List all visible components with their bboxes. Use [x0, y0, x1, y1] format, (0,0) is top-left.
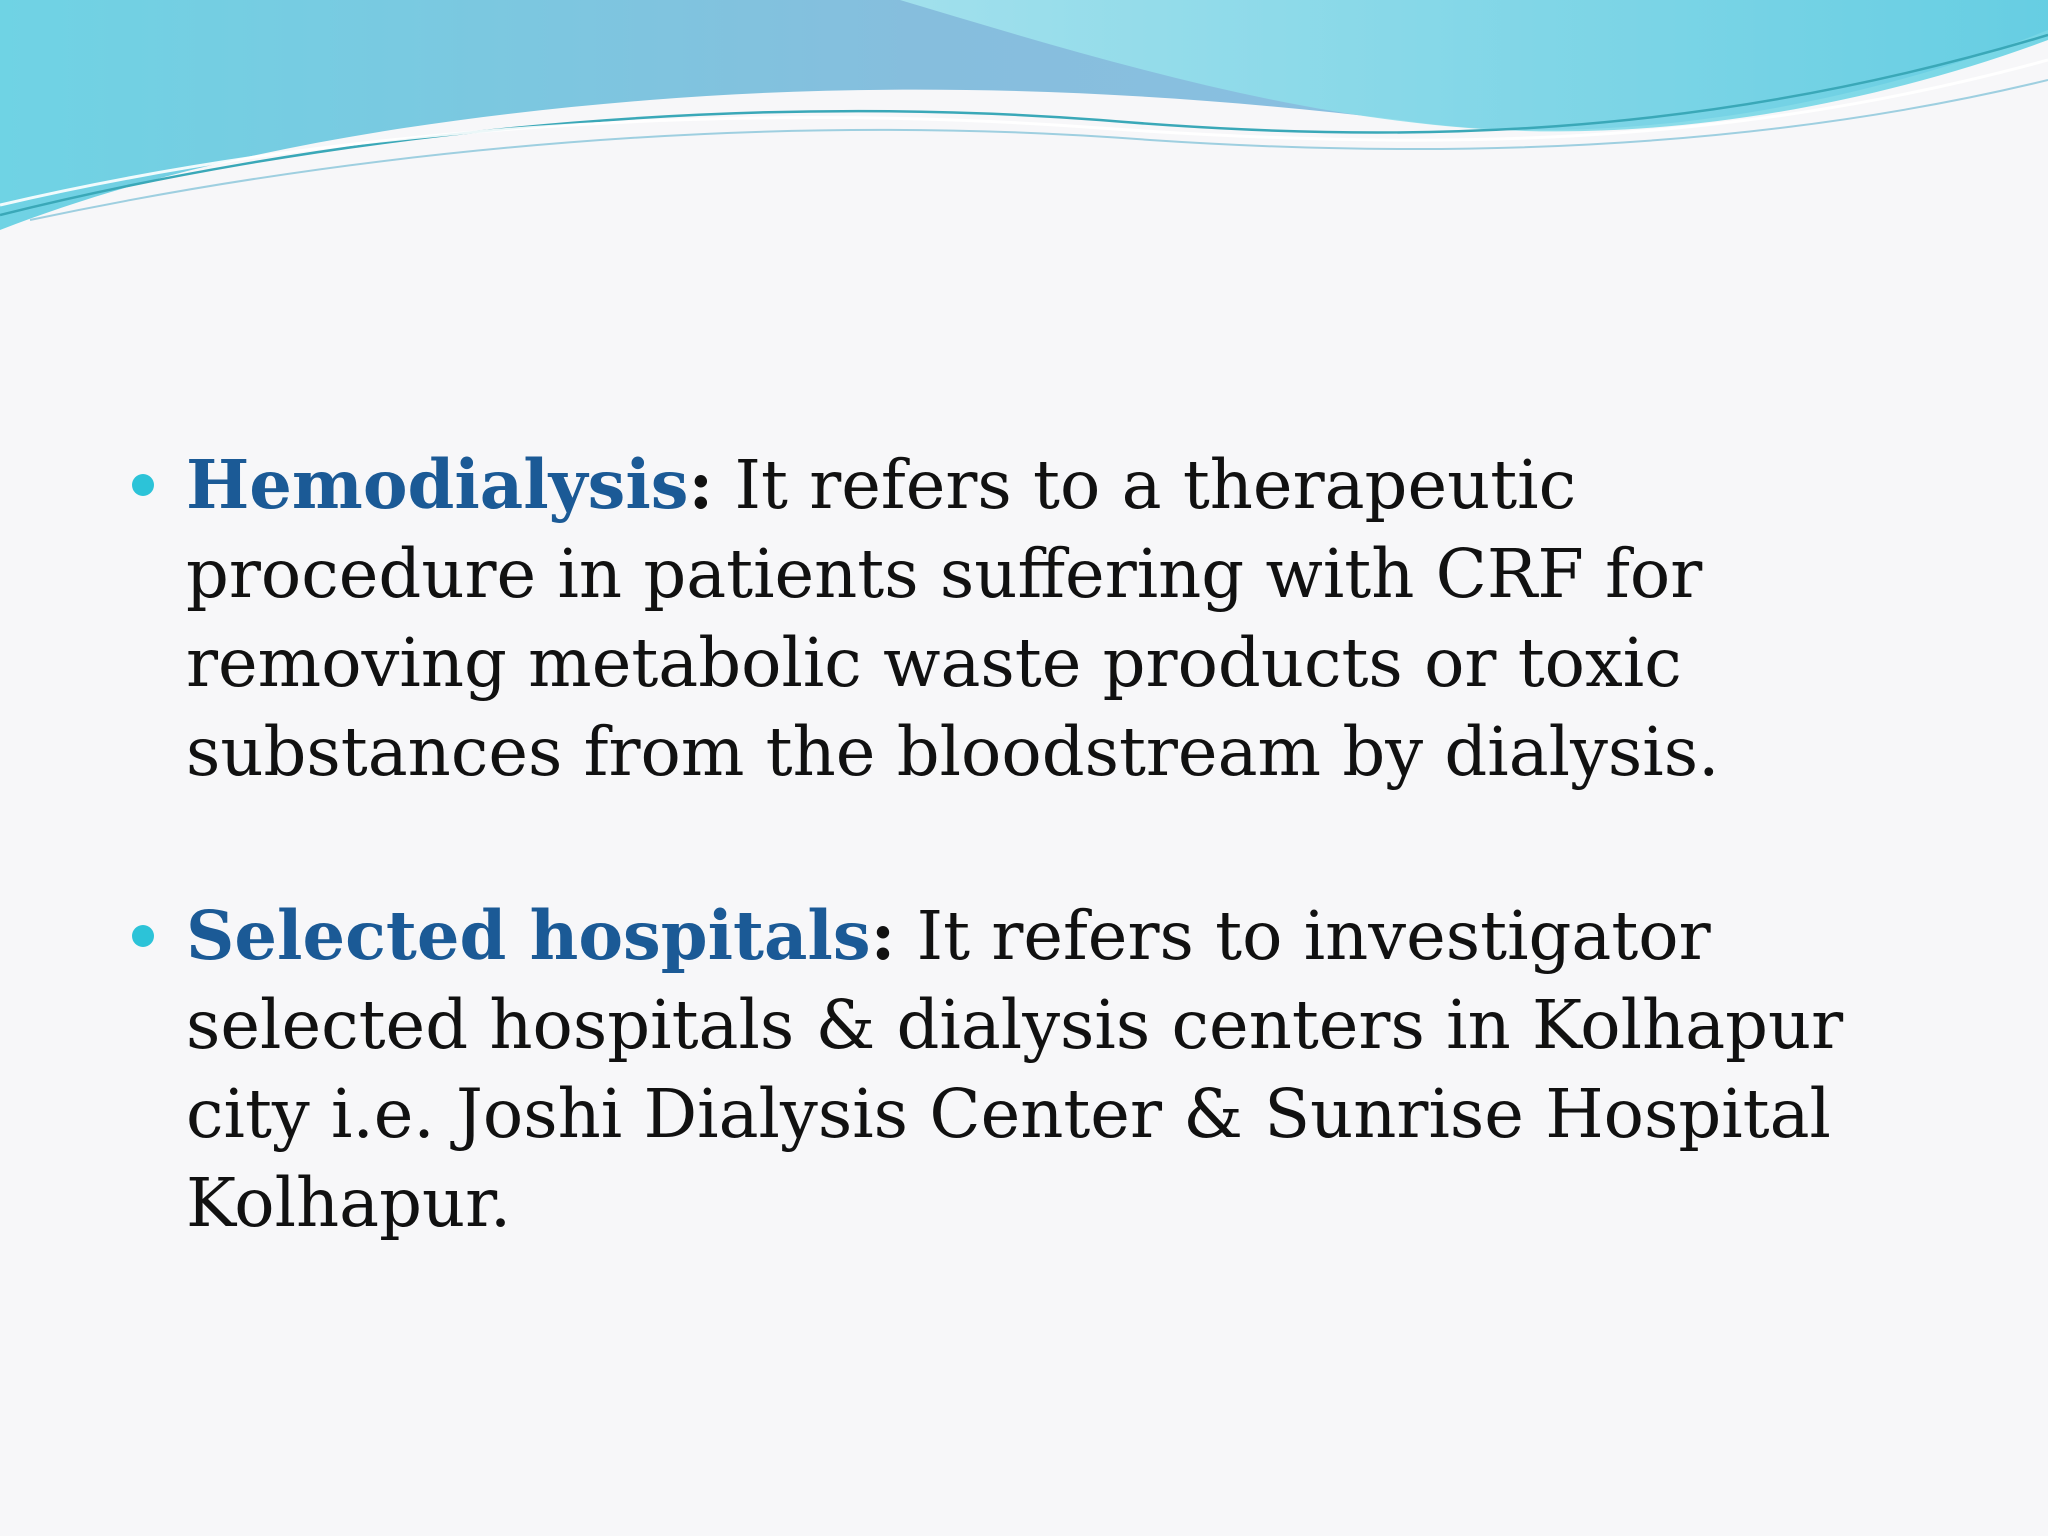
bullet-dot-icon — [132, 925, 154, 947]
definition-hemodialysis: It refers to a therapeutic procedure in patients suffering with CRF for removing metabolic waste products or toxic substances from the bloodstream by dialysis. — [186, 446, 1720, 791]
slide-content — [128, 440, 1908, 1248]
bullet-dot-icon — [132, 474, 154, 496]
bullet-item-hemodialysis — [128, 440, 1908, 797]
definition-selected-hospitals: It refers to investigator selected hospitals & dialysis centers in Kolhapur city i.e. Joshi Dialysis Center & Sunrise Hospital Kolhapur. — [186, 897, 1844, 1242]
term-selected-hospitals: Selected hospitals — [186, 896, 871, 975]
term-hemodialysis: Hemodialysis — [186, 445, 689, 524]
term-separator: : — [870, 896, 896, 975]
term-separator: : — [688, 445, 714, 524]
bullet-item-selected-hospitals — [128, 891, 1908, 1248]
wave-header-decoration — [0, 0, 2048, 240]
